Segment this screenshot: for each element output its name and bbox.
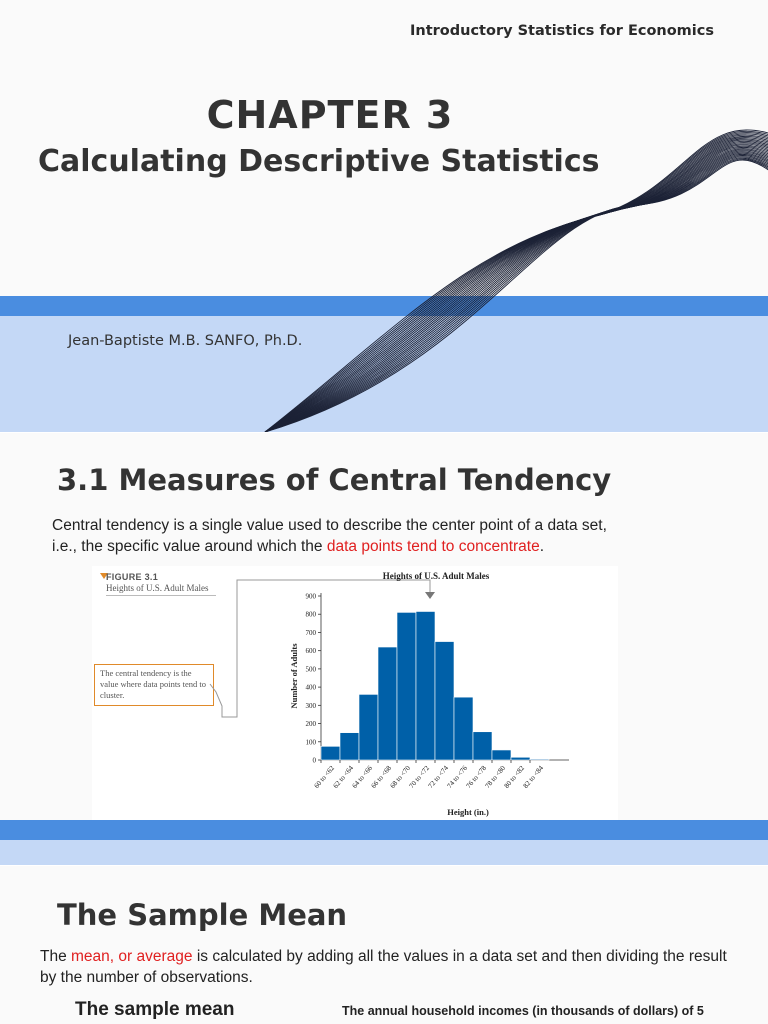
x-axis-label: Height (in.) (447, 807, 489, 817)
x-tick-label: 74 to <76 (445, 764, 470, 790)
central-tendency-slide (0, 433, 768, 865)
y-tick-label: 0 (312, 756, 316, 765)
histogram-bar (378, 647, 397, 760)
subheading: The sample mean (75, 999, 235, 1020)
definition-line-1: Central tendency is a single value used to describe the center point of a data set, (52, 517, 607, 534)
figure-caption: Heights of U.S. Adult Males (106, 583, 209, 593)
title-slide (0, 0, 768, 432)
histogram-bar (359, 694, 378, 760)
definition-text (52, 515, 732, 557)
mean-intro: The (40, 948, 72, 965)
histogram-bar (340, 733, 359, 760)
pointer-arrow-icon (425, 592, 435, 599)
x-tick-label: 78 to <80 (483, 764, 508, 790)
chapter-subtitle: Calculating Descriptive Statistics (38, 144, 600, 179)
y-axis-label: Number of Adults (289, 643, 299, 709)
histogram-bar (454, 697, 473, 760)
x-tick-label: 64 to <66 (350, 764, 375, 790)
y-tick-label: 600 (305, 647, 316, 656)
x-tick-label: 82 to <84 (521, 764, 546, 790)
x-tick-label: 62 to <64 (331, 764, 356, 790)
chart-title: Heights of U.S. Adult Males (382, 571, 490, 581)
figure-3-1 (92, 566, 618, 821)
sample-mean-slide (0, 866, 768, 1024)
example-note: The annual household incomes (in thousands of dollars) of 5 (342, 1004, 704, 1018)
course-title: Introductory Statistics for Economics (410, 23, 714, 39)
mean-description: is calculated by adding all the values in a data set and then dividing the result by the number of observations. (40, 948, 727, 986)
author-name: Jean-Baptiste M.B. SANFO, Ph.D. (68, 333, 303, 349)
x-tick-label: 68 to <70 (388, 764, 413, 790)
y-tick-label: 900 (305, 592, 316, 601)
section-title: The Sample Mean (57, 898, 348, 932)
histogram-bar (530, 759, 549, 760)
figure-label: FIGURE 3.1 (106, 572, 159, 582)
mean-definition (40, 946, 740, 988)
histogram-bar (416, 611, 435, 760)
x-tick-label: 80 to <82 (502, 764, 527, 790)
y-tick-label: 400 (305, 683, 316, 692)
chapter-heading: CHAPTER 3 (206, 93, 454, 137)
y-tick-label: 100 (305, 738, 316, 747)
callout-box: The central tendency is the value where data points tend to cluster. (94, 664, 214, 706)
highlight-text: data points tend to concentrate (326, 538, 540, 555)
y-tick-label: 700 (305, 628, 316, 637)
histogram-chart (92, 566, 618, 821)
y-tick-label: 200 (305, 720, 316, 729)
y-tick-label: 800 (305, 610, 316, 619)
y-tick-label: 500 (305, 665, 316, 674)
x-tick-label: 72 to <74 (426, 764, 451, 790)
accent-band (0, 820, 768, 840)
definition-line-2: i.e., the specific value around which the (52, 538, 327, 555)
y-tick-label: 300 (305, 701, 316, 710)
highlight-text: mean, or average (71, 948, 193, 965)
histogram-bar (321, 746, 340, 760)
wave-line (265, 149, 768, 432)
definition-end: . (539, 538, 545, 555)
light-band (0, 840, 768, 865)
histogram-bar (473, 732, 492, 760)
wave-line (265, 157, 768, 432)
x-tick-label: 60 to <62 (312, 764, 337, 790)
histogram-bar (397, 612, 416, 760)
x-tick-label: 66 to <68 (369, 764, 394, 790)
histogram-bar (435, 642, 454, 760)
wave-lines-decoration (0, 0, 768, 432)
histogram-bar (511, 757, 530, 760)
x-tick-label: 76 to <78 (464, 764, 489, 790)
histogram-bar (492, 750, 511, 760)
x-tick-label: 70 to <72 (407, 764, 432, 790)
section-title: 3.1 Measures of Central Tendency (57, 463, 612, 497)
